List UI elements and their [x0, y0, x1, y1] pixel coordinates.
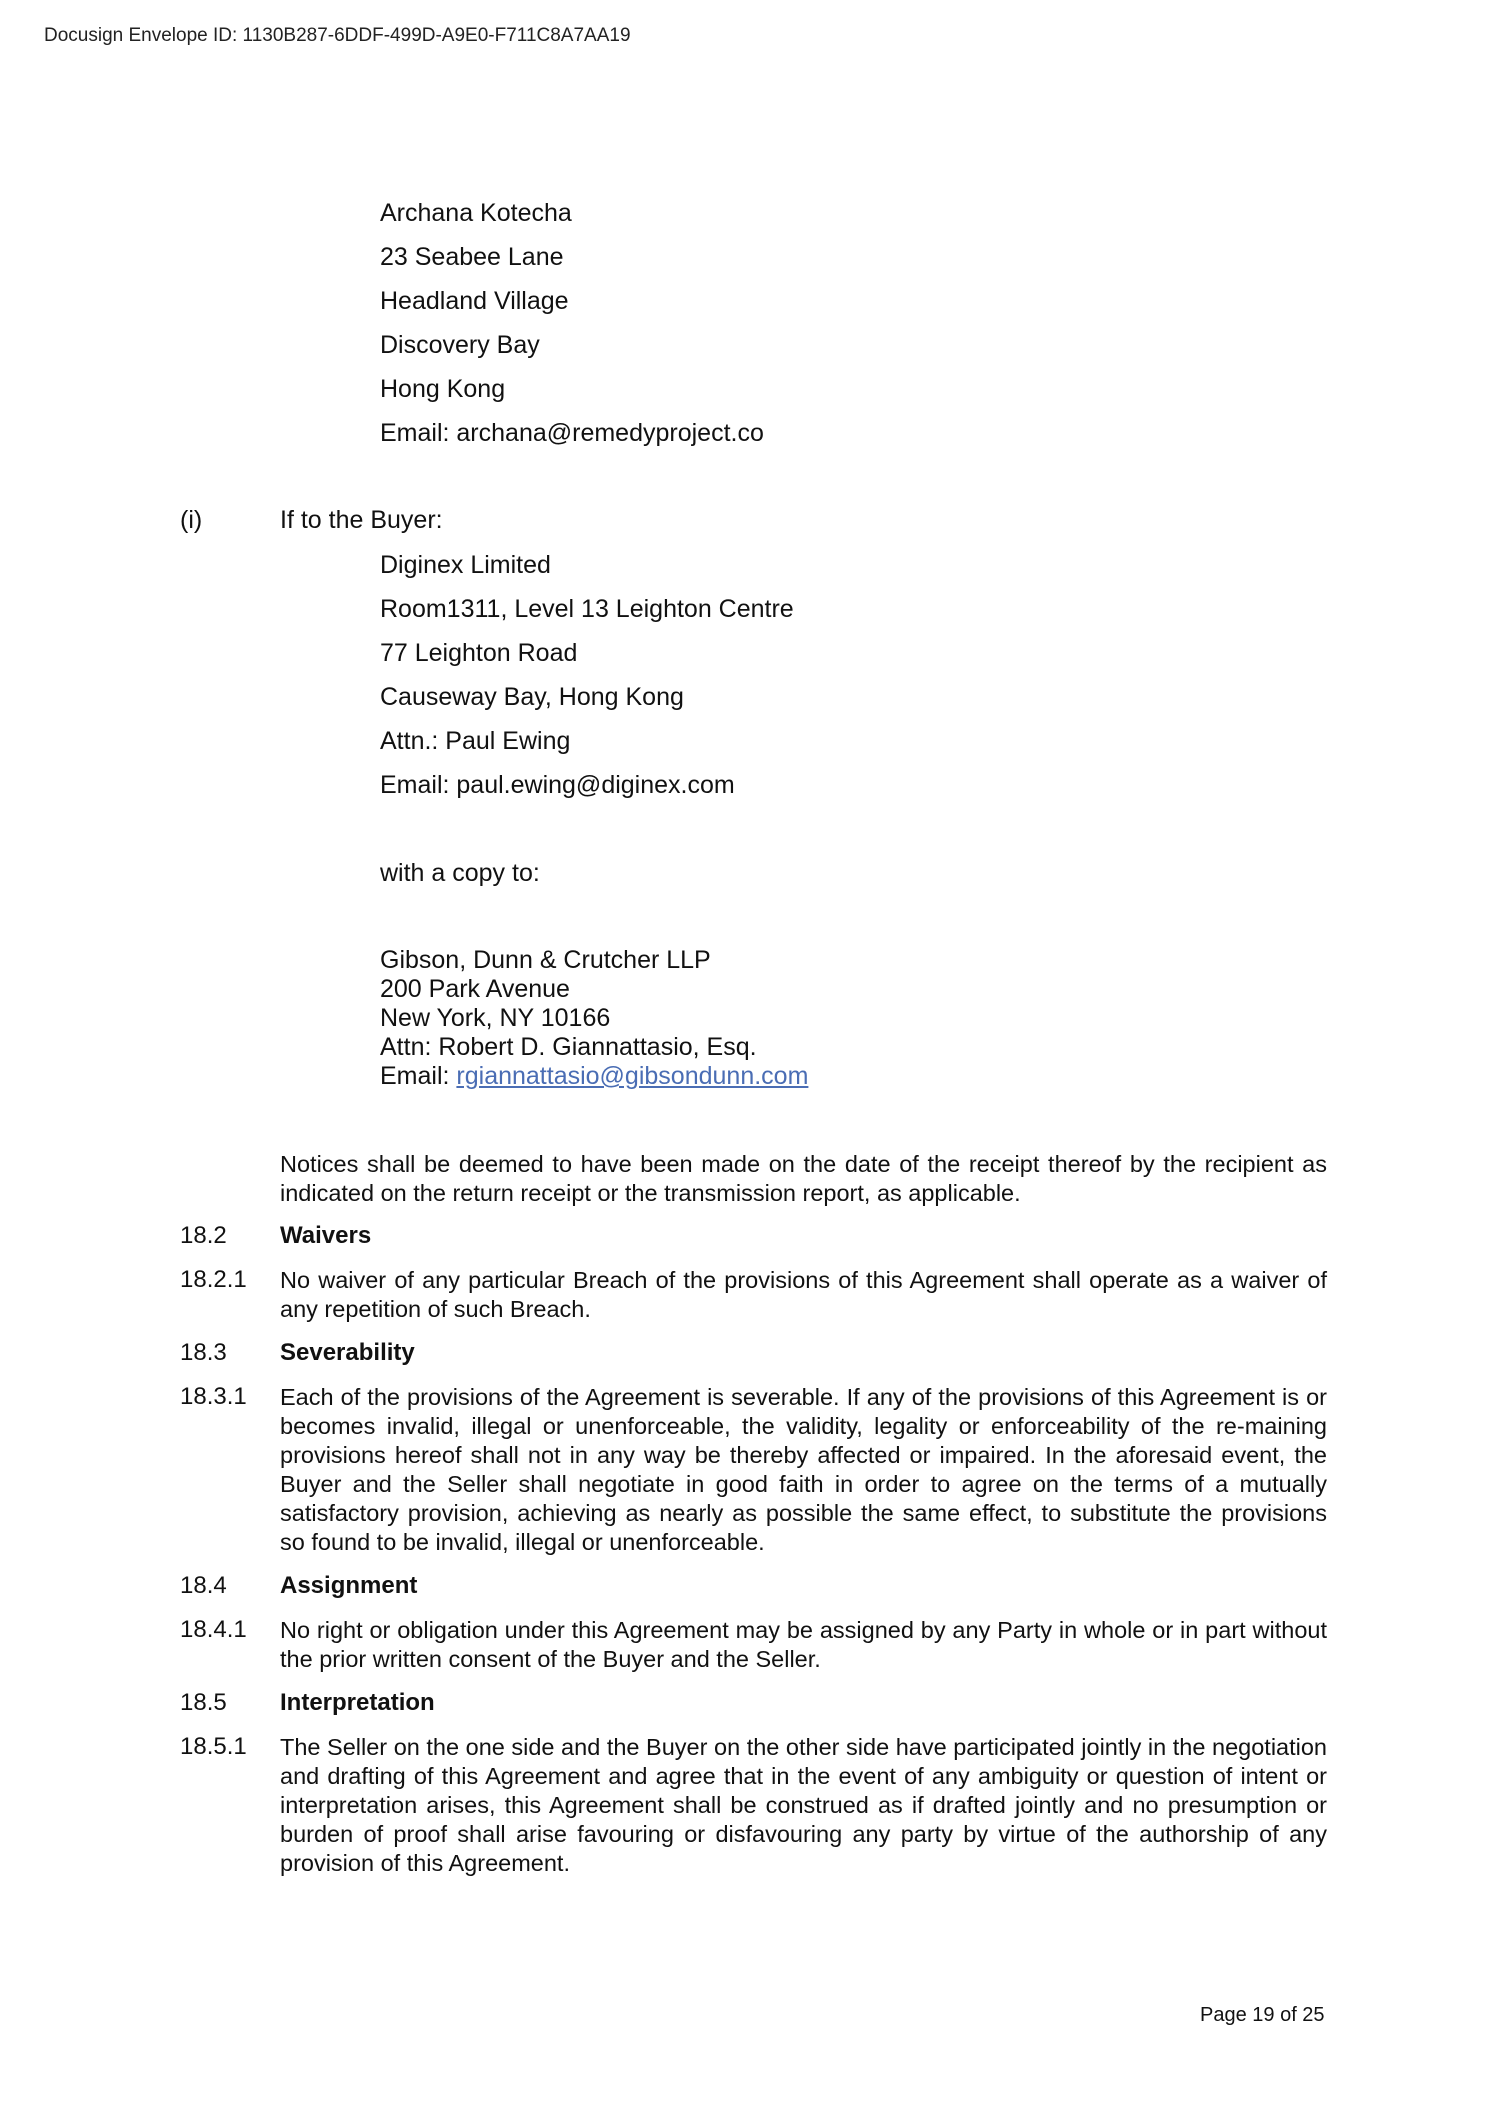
section-number: 18.4: [180, 1572, 227, 1599]
page-number: Page 19 of 25: [1200, 2004, 1325, 2026]
section-text-interpretation: The Seller on the one side and the Buyer on the other side have participated jointly in the negotiation and drafting of this Agreement and agree that in the event of any ambiguity or question of intent or interpretation arises, this Agreement shall be construed as if drafted jointly and no presumption or burden of proof shall arise favouring or disfavouring any party by virtue of the authorship of any provision of this Agreement.: [280, 1734, 1327, 1876]
seller-city: Hong Kong: [380, 375, 506, 403]
section-heading-waivers: Waivers: [280, 1222, 372, 1249]
copy-email-link[interactable]: rgiannattasio@gibsondunn.com: [456, 1062, 809, 1090]
buyer-room: Room1311, Level 13 Leighton Centre: [380, 595, 794, 623]
section-number: 18.3.1: [180, 1383, 247, 1410]
copy-email-label: Email:: [380, 1062, 457, 1090]
buyer-marker: (i): [180, 506, 203, 534]
copy-email-line: [380, 1062, 808, 1091]
section-heading-severability: Severability: [280, 1339, 415, 1366]
section-number: 18.2: [180, 1222, 227, 1249]
copy-firm: Gibson, Dunn & Crutcher LLP: [380, 946, 711, 974]
section-number: 18.5: [180, 1689, 227, 1716]
buyer-road: 77 Leighton Road: [380, 639, 578, 667]
copy-attn: Attn: Robert D. Giannattasio, Esq.: [380, 1033, 757, 1061]
buyer-company: Diginex Limited: [380, 551, 551, 579]
copy-city: New York, NY 10166: [380, 1004, 611, 1032]
seller-street: 23 Seabee Lane: [380, 243, 564, 271]
section-number: 18.3: [180, 1339, 227, 1366]
section-number: 18.2.1: [180, 1266, 247, 1293]
seller-email: Email: archana@remedyproject.co: [380, 419, 764, 447]
copy-street: 200 Park Avenue: [380, 975, 570, 1003]
section-text-severability: Each of the provisions of the Agreement is severable. If any of the provisions of this Agreement is or becomes invalid, illegal or unenforceable, the validity, legality or enforceability of the re-maining provisions hereof shall not in any way be thereby affected or impaired. In the aforesaid event, the Buyer and the Seller shall negotiate in good faith in order to agree on the terms of a mutually satisfactory provision, achieving as nearly as possible the same effect, to substitute the provisions so found to be invalid, illegal or unenforceable.: [280, 1384, 1327, 1555]
copy-to-label: with a copy to:: [380, 859, 540, 887]
seller-district: Discovery Bay: [380, 331, 540, 359]
section-number: 18.4.1: [180, 1616, 247, 1643]
buyer-heading: If to the Buyer:: [280, 506, 443, 534]
buyer-email: Email: paul.ewing@diginex.com: [380, 771, 735, 799]
section-text-waivers: No waiver of any particular Breach of the provisions of this Agreement shall operate as a waiver of any repetition of such Breach.: [280, 1267, 1327, 1322]
section-number: 18.5.1: [180, 1733, 247, 1760]
notices-paragraph: Notices shall be deemed to have been made on the date of the receipt thereof by the recipient as indicated on the return receipt or the transmission report, as applicable.: [280, 1151, 1327, 1206]
section-text-assignment: No right or obligation under this Agreement may be assigned by any Party in whole or in part without the prior written consent of the Buyer and the Seller.: [280, 1617, 1327, 1672]
section-heading-assignment: Assignment: [280, 1572, 418, 1599]
envelope-id: Docusign Envelope ID: 1130B287-6DDF-499D-A9E0-F711C8A7AA19: [44, 25, 631, 46]
seller-village: Headland Village: [380, 287, 569, 315]
section-heading-interpretation: Interpretation: [280, 1689, 435, 1716]
buyer-attn: Attn.: Paul Ewing: [380, 727, 571, 755]
seller-name: Archana Kotecha: [380, 199, 572, 227]
buyer-city: Causeway Bay, Hong Kong: [380, 683, 684, 711]
